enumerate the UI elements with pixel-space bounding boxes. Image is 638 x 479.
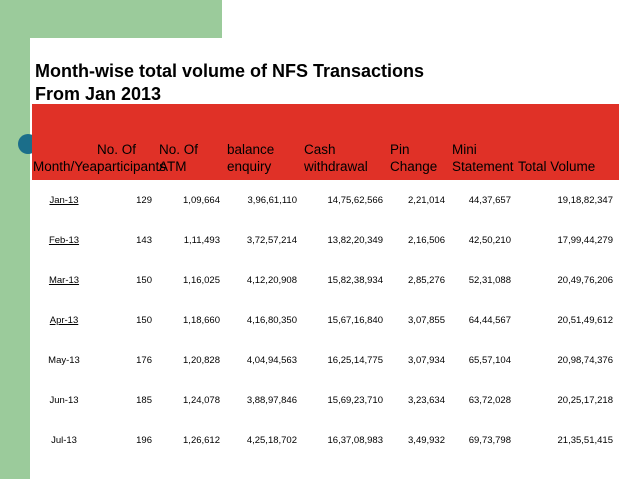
decorative-green-left-strip <box>0 0 30 479</box>
cell-mini-statement: 42,50,210 <box>468 234 511 246</box>
cell-month[interactable]: Feb-13 <box>48 234 80 246</box>
cell-participants: 176 <box>136 354 152 366</box>
slide-title <box>35 60 595 106</box>
cell-total-volume: 21,35,51,415 <box>557 434 613 446</box>
table-row <box>32 260 619 300</box>
cell-cash-withdrawal: 13,82,20,349 <box>327 234 383 246</box>
cell-balance-enquiry: 3,96,61,110 <box>247 194 297 206</box>
cell-total-volume: 19,18,82,347 <box>557 194 613 206</box>
header-mini-statement: Mini Statement <box>452 142 514 174</box>
cell-atm: 1,20,828 <box>183 354 220 366</box>
cell-cash-withdrawal: 15,67,16,840 <box>327 314 383 326</box>
cell-month: Jun-13 <box>49 394 79 406</box>
cell-pin-change: 2,16,506 <box>408 234 445 246</box>
title-line-1: Month-wise total volume of NFS Transactions <box>35 61 425 81</box>
cell-participants: 185 <box>136 394 152 406</box>
title-line-2: From Jan 2013 <box>35 84 162 104</box>
cell-balance-enquiry: 4,04,94,563 <box>246 354 297 366</box>
header-balance-enquiry: balance enquiry <box>227 142 275 174</box>
table-row <box>32 300 619 340</box>
cell-atm: 1,11,493 <box>183 234 220 246</box>
cell-month: Jul-13 <box>51 434 77 446</box>
header-cash-withdrawal: Cash withdrawal <box>304 142 368 174</box>
cell-balance-enquiry: 4,25,18,702 <box>246 434 297 446</box>
cell-total-volume: 20,51,49,612 <box>557 314 613 326</box>
cell-balance-enquiry: 4,16,80,350 <box>246 314 297 326</box>
table-row <box>32 420 619 460</box>
cell-atm: 1,26,612 <box>183 434 220 446</box>
header-month: Month/Year <box>33 159 102 174</box>
cell-pin-change: 3,23,634 <box>408 394 445 406</box>
header-pin-change: Pin Change <box>390 142 438 174</box>
cell-balance-enquiry: 3,88,97,846 <box>246 394 297 406</box>
cell-participants: 150 <box>136 274 152 286</box>
cell-balance-enquiry: 4,12,20,908 <box>246 274 297 286</box>
cell-atm: 1,16,025 <box>183 274 220 286</box>
cell-mini-statement: 64,44,567 <box>468 314 511 326</box>
cell-total-volume: 17,99,44,279 <box>557 234 613 246</box>
table-body <box>32 180 619 460</box>
cell-atm: 1,24,078 <box>183 394 220 406</box>
table-row <box>32 340 619 380</box>
header-atm: No. Of ATM <box>159 142 199 174</box>
cell-month[interactable]: Jan-13 <box>49 194 79 206</box>
cell-cash-withdrawal: 15,69,23,710 <box>327 394 383 406</box>
cell-mini-statement: 44,37,657 <box>468 194 511 206</box>
cell-pin-change: 3,07,934 <box>408 354 445 366</box>
header-total-volume: Total Volume <box>518 159 596 174</box>
table-header <box>32 104 619 180</box>
cell-mini-statement: 65,57,104 <box>468 354 511 366</box>
cell-total-volume: 20,25,17,218 <box>557 394 613 406</box>
cell-pin-change: 3,07,855 <box>408 314 445 326</box>
cell-participants: 143 <box>136 234 152 246</box>
cell-participants: 196 <box>136 434 152 446</box>
table-row <box>32 380 619 420</box>
cell-cash-withdrawal: 16,37,08,983 <box>327 434 383 446</box>
cell-pin-change: 2,21,014 <box>408 194 445 206</box>
cell-total-volume: 20,49,76,206 <box>557 274 613 286</box>
cell-mini-statement: 63,72,028 <box>468 394 511 406</box>
cell-balance-enquiry: 3,72,57,214 <box>246 234 297 246</box>
cell-pin-change: 3,49,932 <box>408 434 445 446</box>
cell-participants: 150 <box>136 314 152 326</box>
cell-cash-withdrawal: 14,75,62,566 <box>327 194 383 206</box>
header-participants: No. Of participants <box>97 142 167 174</box>
cell-cash-withdrawal: 15,82,38,934 <box>327 274 383 286</box>
cell-atm: 1,09,664 <box>183 194 220 206</box>
cell-mini-statement: 52,31,088 <box>468 274 511 286</box>
cell-pin-change: 2,85,276 <box>408 274 445 286</box>
cell-atm: 1,18,660 <box>183 314 220 326</box>
cell-cash-withdrawal: 16,25,14,775 <box>327 354 383 366</box>
cell-total-volume: 20,98,74,376 <box>557 354 613 366</box>
table-row <box>32 180 619 220</box>
cell-mini-statement: 69,73,798 <box>468 434 511 446</box>
cell-month: May-13 <box>48 354 80 366</box>
transactions-table <box>32 104 619 460</box>
cell-month[interactable]: Mar-13 <box>48 274 80 286</box>
cell-participants: 129 <box>136 194 152 206</box>
table-row <box>32 220 619 260</box>
cell-month[interactable]: Apr-13 <box>49 314 79 326</box>
